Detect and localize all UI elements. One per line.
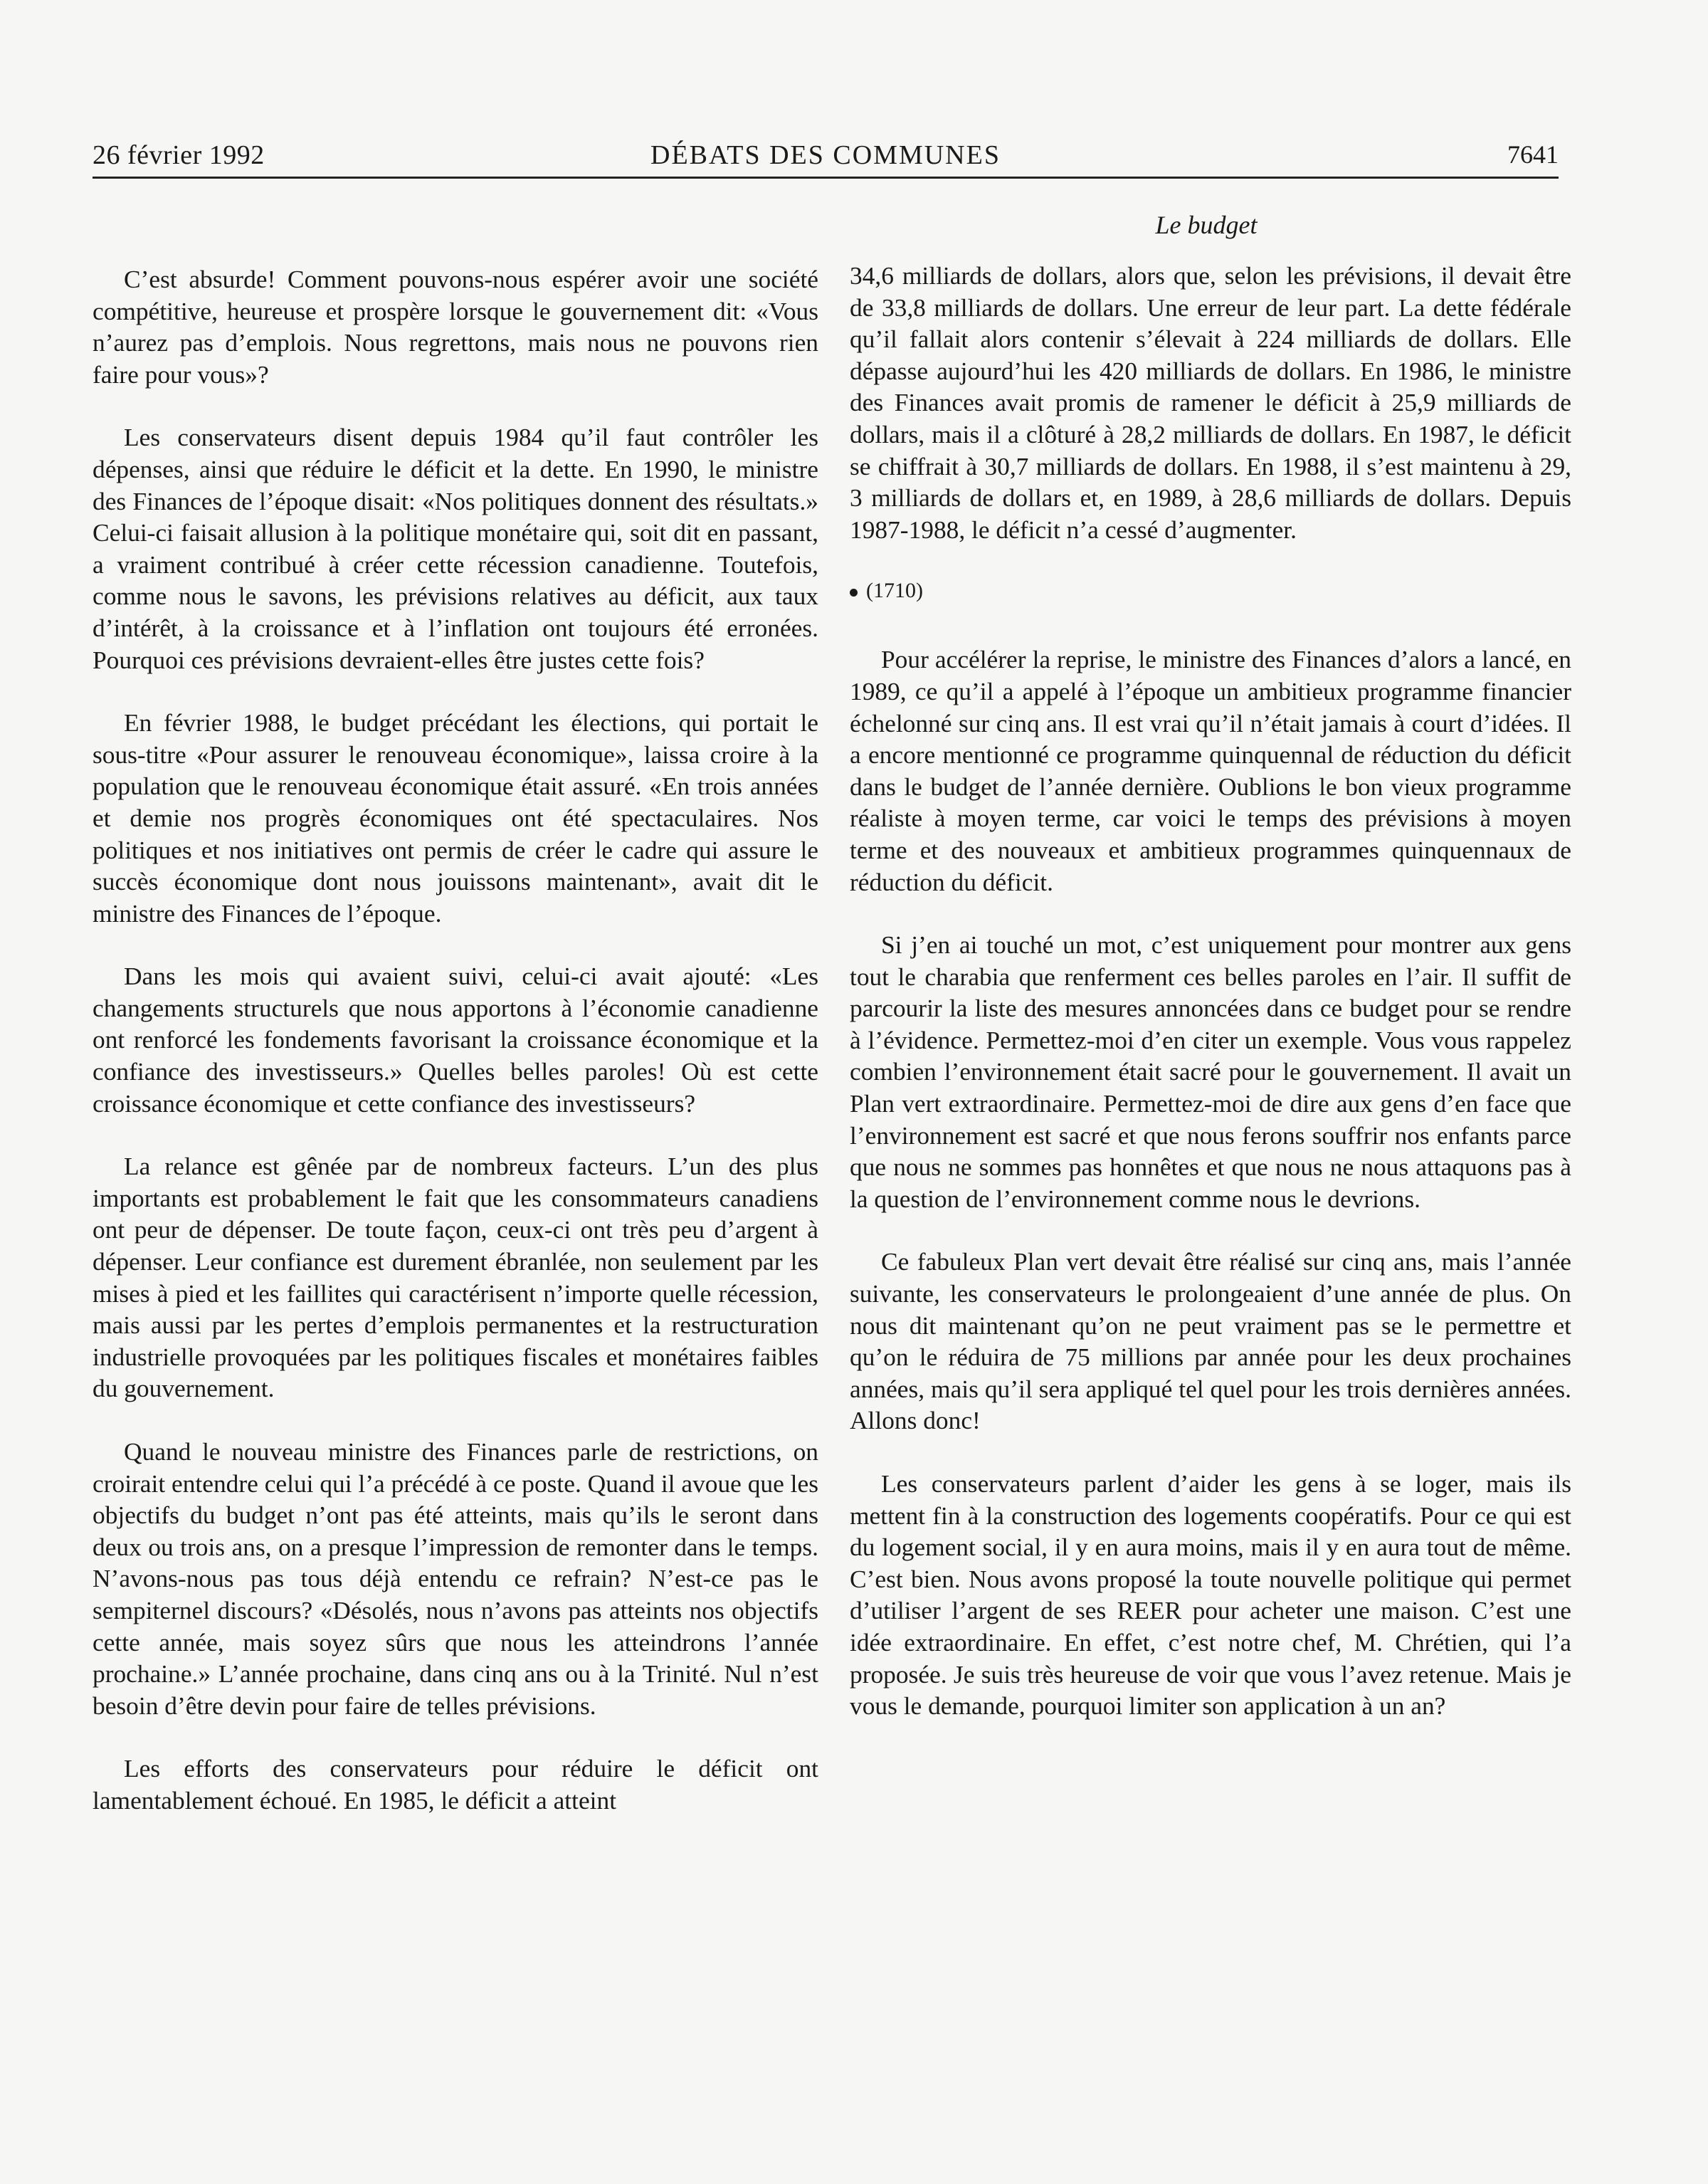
paragraph: Dans les mois qui avaient suivi, celui-ci avait ajouté: «Les changements structurels que nous apportons à l’économie canadienne ont renforcé les fondements favorisant la croissance économique et la confiance des investisseurs.» Quelles belles paroles! Où est cette croissance économique et cette confiance des investisseurs?	[93, 962, 818, 1118]
right-column	[850, 260, 1571, 1753]
page-number: 7641	[1507, 140, 1559, 169]
paragraph: Si j’en ai touché un mot, c’est uniquement pour montrer aux gens tout le charabia que renferment ces belles paroles en l’air. Il suffit de parcourir la liste des mesures annoncées dans ce budget pour se rendre à l’évidence. Permettez-moi d’en citer un exemple. Vous vous rappelez combien l’environnement était sacré pour le gouvernement. Il avait un Plan vert extraordinaire. Permettez-moi de dire aux gens d’en face que l’environnement est sacré et que nous ferons souffrir nos enfants parce que nous ne sommes pas honnêtes et que nous ne nous attaquons pas à la question de l’environnement comme nous le devrions.	[850, 930, 1571, 1213]
paragraph-continuation: 34,6 milliards de dollars, alors que, selon les prévisions, il devait être de 33,8 milliards de dollars. Une erreur de leur part. La dette fédérale qu’il fallait alors contenir s’élevait à 224 milliards de dollars. Elle dépasse aujourd’hui les 420 milliards de dollars. En 1986, le ministre des Finances avait promis de ramener le déficit à 25,9 milliards de dollars, mais il a clôturé à 28,2 milliards de dollars. En 1987, le déficit se chiffrait à 30,7 milliards de dollars. En 1988, il s’est maintenu à 29, 3 milliards de dollars et, en 1989, à 28,6 milliards de dollars. Depuis 1987-1988, le déficit n’a cessé d’augmenter.	[850, 261, 1571, 544]
page-header	[93, 140, 1559, 175]
timestamp-text: (1710)	[866, 579, 923, 603]
paragraph: La relance est gênée par de nombreux facteurs. L’un des plus importants est probablement le fait que les consommateurs canadiens ont peur de dépenser. De toute façon, ceux-ci ont très peu d’argent à dépenser. Leur confiance est durement ébranlée, non seulement par les mises à pied et les faillites qui caractérisent n’importe quelle récession, mais aussi par les pertes d’emplois permanentes et la restructuration industrielle provoquées par les politiques fiscales et monétaires faibles du gouvernement.	[93, 1152, 818, 1403]
paragraph: Pour accélérer la reprise, le ministre des Finances d’alors a lancé, en 1989, ce qu’il a appelé à l’époque un ambitieux programme financier échelonné sur cinq ans. Il est vrai qu’il n’était jamais à court d’idées. Il a encore mentionné ce programme quinquennal de réduction du déficit dans le budget de l’année dernière. Oublions le bon vieux programme réaliste à moyen terme, car voici le temps des prévisions à moyen terme et des nouveaux et ambitieux programmes quinquennaux de réduction du déficit.	[850, 645, 1571, 896]
paragraph: Les conservateurs parlent d’aider les gens à se loger, mais ils mettent fin à la construction des logements coopératifs. Pour ce qui est du logement social, il y en aura moins, mais il y en aura tout de même. C’est bien. Nous avons proposé la toute nouvelle politique qui permet d’utiliser l’argent de ses REER pour acheter une maison. C’est une idée extraordinaire. En effet, c’est notre chef, M. Chrétien, qui l’a proposée. Je suis très heureuse de voir que vous l’avez retenue. Mais je vous le demande, pourquoi limiter son application à un an?	[850, 1469, 1571, 1721]
timestamp	[850, 577, 1571, 605]
paragraph: C’est absurde! Comment pouvons-nous espérer avoir une société compétitive, heureuse et prospère lorsque le gouvernement dit: «Vous n’aurez pas d’emplois. Nous regrettons, mais nous ne pouvons rien faire pour vous»?	[93, 265, 818, 389]
section-title: Le budget	[1155, 211, 1258, 239]
paragraph: Ce fabuleux Plan vert devait être réalisé sur cinq ans, mais l’année suivante, les conservateurs le prolongeaient d’une année de plus. On nous dit maintenant qu’on ne peut vraiment pas se le permettre et qu’on le réduira de 75 millions par année pour les deux prochaines années, mais qu’il sera appliqué tel quel pour les trois dernières années. Allons donc!	[850, 1247, 1571, 1435]
header-date: 26 février 1992	[93, 140, 265, 170]
header-rule	[93, 177, 1559, 179]
paragraph: Les conservateurs disent depuis 1984 qu’il faut contrôler les dépenses, ainsi que réduire le déficit et la dette. En 1990, le ministre des Finances de l’époque disait: «Nos politiques donnent des résultats.» Celui-ci faisait allusion à la politique monétaire qui, soit dit en passant, a vraiment contribué à créer cette récession canadienne. Toutefois, comme nous le savons, les prévisions relatives au déficit, aux taux d’intérêt, à la croissance et à l’inflation ont toujours été erronées. Pourquoi ces prévisions devraient-elles être justes cette fois?	[93, 423, 818, 674]
bullet-icon	[850, 589, 858, 597]
publication-title: DÉBATS DES COMMUNES	[650, 140, 1001, 170]
paragraph: En février 1988, le budget précédant les élections, qui portait le sous-titre «Pour assurer le renouveau économique», laissa croire à la population que le renouveau économique était assuré. «En trois années et demie nos progrès économiques ont été spectaculaires. Nos politiques et nos initiatives ont permis de créer le cadre qui assure le succès économique dont nous jouissons maintenant», avait dit le ministre des Finances de l’époque.	[93, 708, 818, 928]
paragraph: Quand le nouveau ministre des Finances parle de restrictions, on croirait entendre celui qui l’a précédé à ce poste. Quand il avoue que les objectifs du budget n’ont pas été atteints, mais qu’ils le seront dans deux ou trois ans, on a presque l’impression de remonter dans le temps. N’avons-nous pas tous déjà entendu ce refrain? N’est-ce pas le sempiternel discours? «Désolés, nous n’avons pas atteints nos objectifs cette année, mais soyez sûrs que nous les atteindrons l’année prochaine.» L’année prochaine, dans cinq ans ou à la Trinité. Nul n’est besoin d’être devin pour faire de telles prévisions.	[93, 1437, 818, 1720]
left-column	[93, 263, 818, 1848]
paragraph: Les efforts des conservateurs pour réduire le déficit ont lamentablement échoué. En 1985, le déficit a atteint	[93, 1754, 818, 1815]
